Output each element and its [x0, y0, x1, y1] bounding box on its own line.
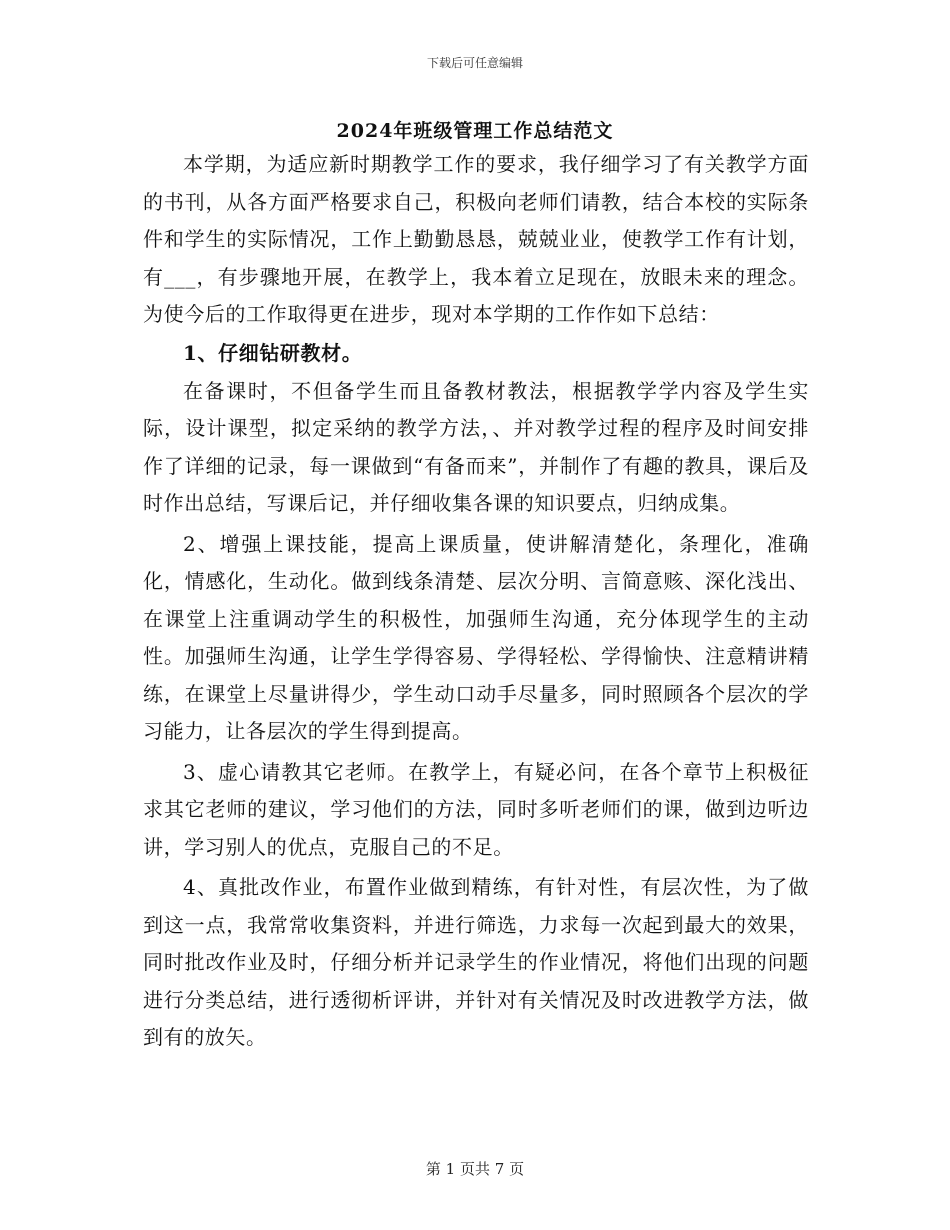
paragraph-2: 2、增强上课技能，提高上课质量，使讲解清楚化，条理化，准确化，情感化，生动化。做到线条清楚、层次分明、言简意赅、深化浅出、在课堂上注重调动学生的积极性，加强师生沟通，充分体现学生的主动性。加强师生沟通，让学生学得容易、学得轻松、学得愉快、注意精讲精练，在课堂上尽量讲得少，学生动口动手尽量多，同时照顾各个层次的学习能力，让各层次的学生得到提高。	[143, 531, 809, 743]
header-note: 下载后可任意编辑	[426, 56, 523, 70]
paragraph-1-body: 在备课时，不但备学生而且备教材教法，根据教学学内容及学生实际，设计课型，拟定采纳的教学方法，、并对教学过程的程序及时间安排作了详细的记录，每一课做到“有备而来”，并制作了有趣的教具，课后及时作出总结，写课后记，并仔细收集各课的知识要点，归纳成集。	[143, 378, 809, 515]
paragraph-3: 3、虚心请教其它老师。在教学上，有疑必问，在各个章节上积极征求其它老师的建议，学习他们的方法，同时多听老师们的课，做到边听边讲，学习别人的优点，克服自己的不足。	[143, 759, 809, 859]
section-heading-1: 1、仔细钻研教材。	[183, 340, 363, 365]
paragraph-4: 4、真批改作业，布置作业做到精练，有针对性，有层次性，为了做到这一点，我常常收集资料，并进行筛选，力求每一次起到最大的效果，同时批改作业及时，仔细分析并记录学生的作业情况，将他们出现的问题进行分类总结，进行透彻析评讲，并针对有关情况及时改进教学方法，做到有的放矢。	[143, 875, 809, 1049]
document-title: 2024年班级管理工作总结范文	[336, 120, 614, 142]
intro-paragraph: 本学期，为适应新时期教学工作的要求，我仔细学习了有关教学方面的书刊，从各方面严格要求自己，积极向老师们请教，结合本校的实际条件和学生的实际情况，工作上勤勤恳恳，兢兢业业，使教学工作有计划，有___，有步骤地开展，在教学上，我本着立足现在，放眼未来的理念。为使今后的工作取得更在进步，现对本学期的工作作如下总结：	[143, 152, 809, 326]
document-body	[143, 146, 809, 1057]
page-footer: 第 1 页共 7 页	[425, 1160, 525, 1178]
